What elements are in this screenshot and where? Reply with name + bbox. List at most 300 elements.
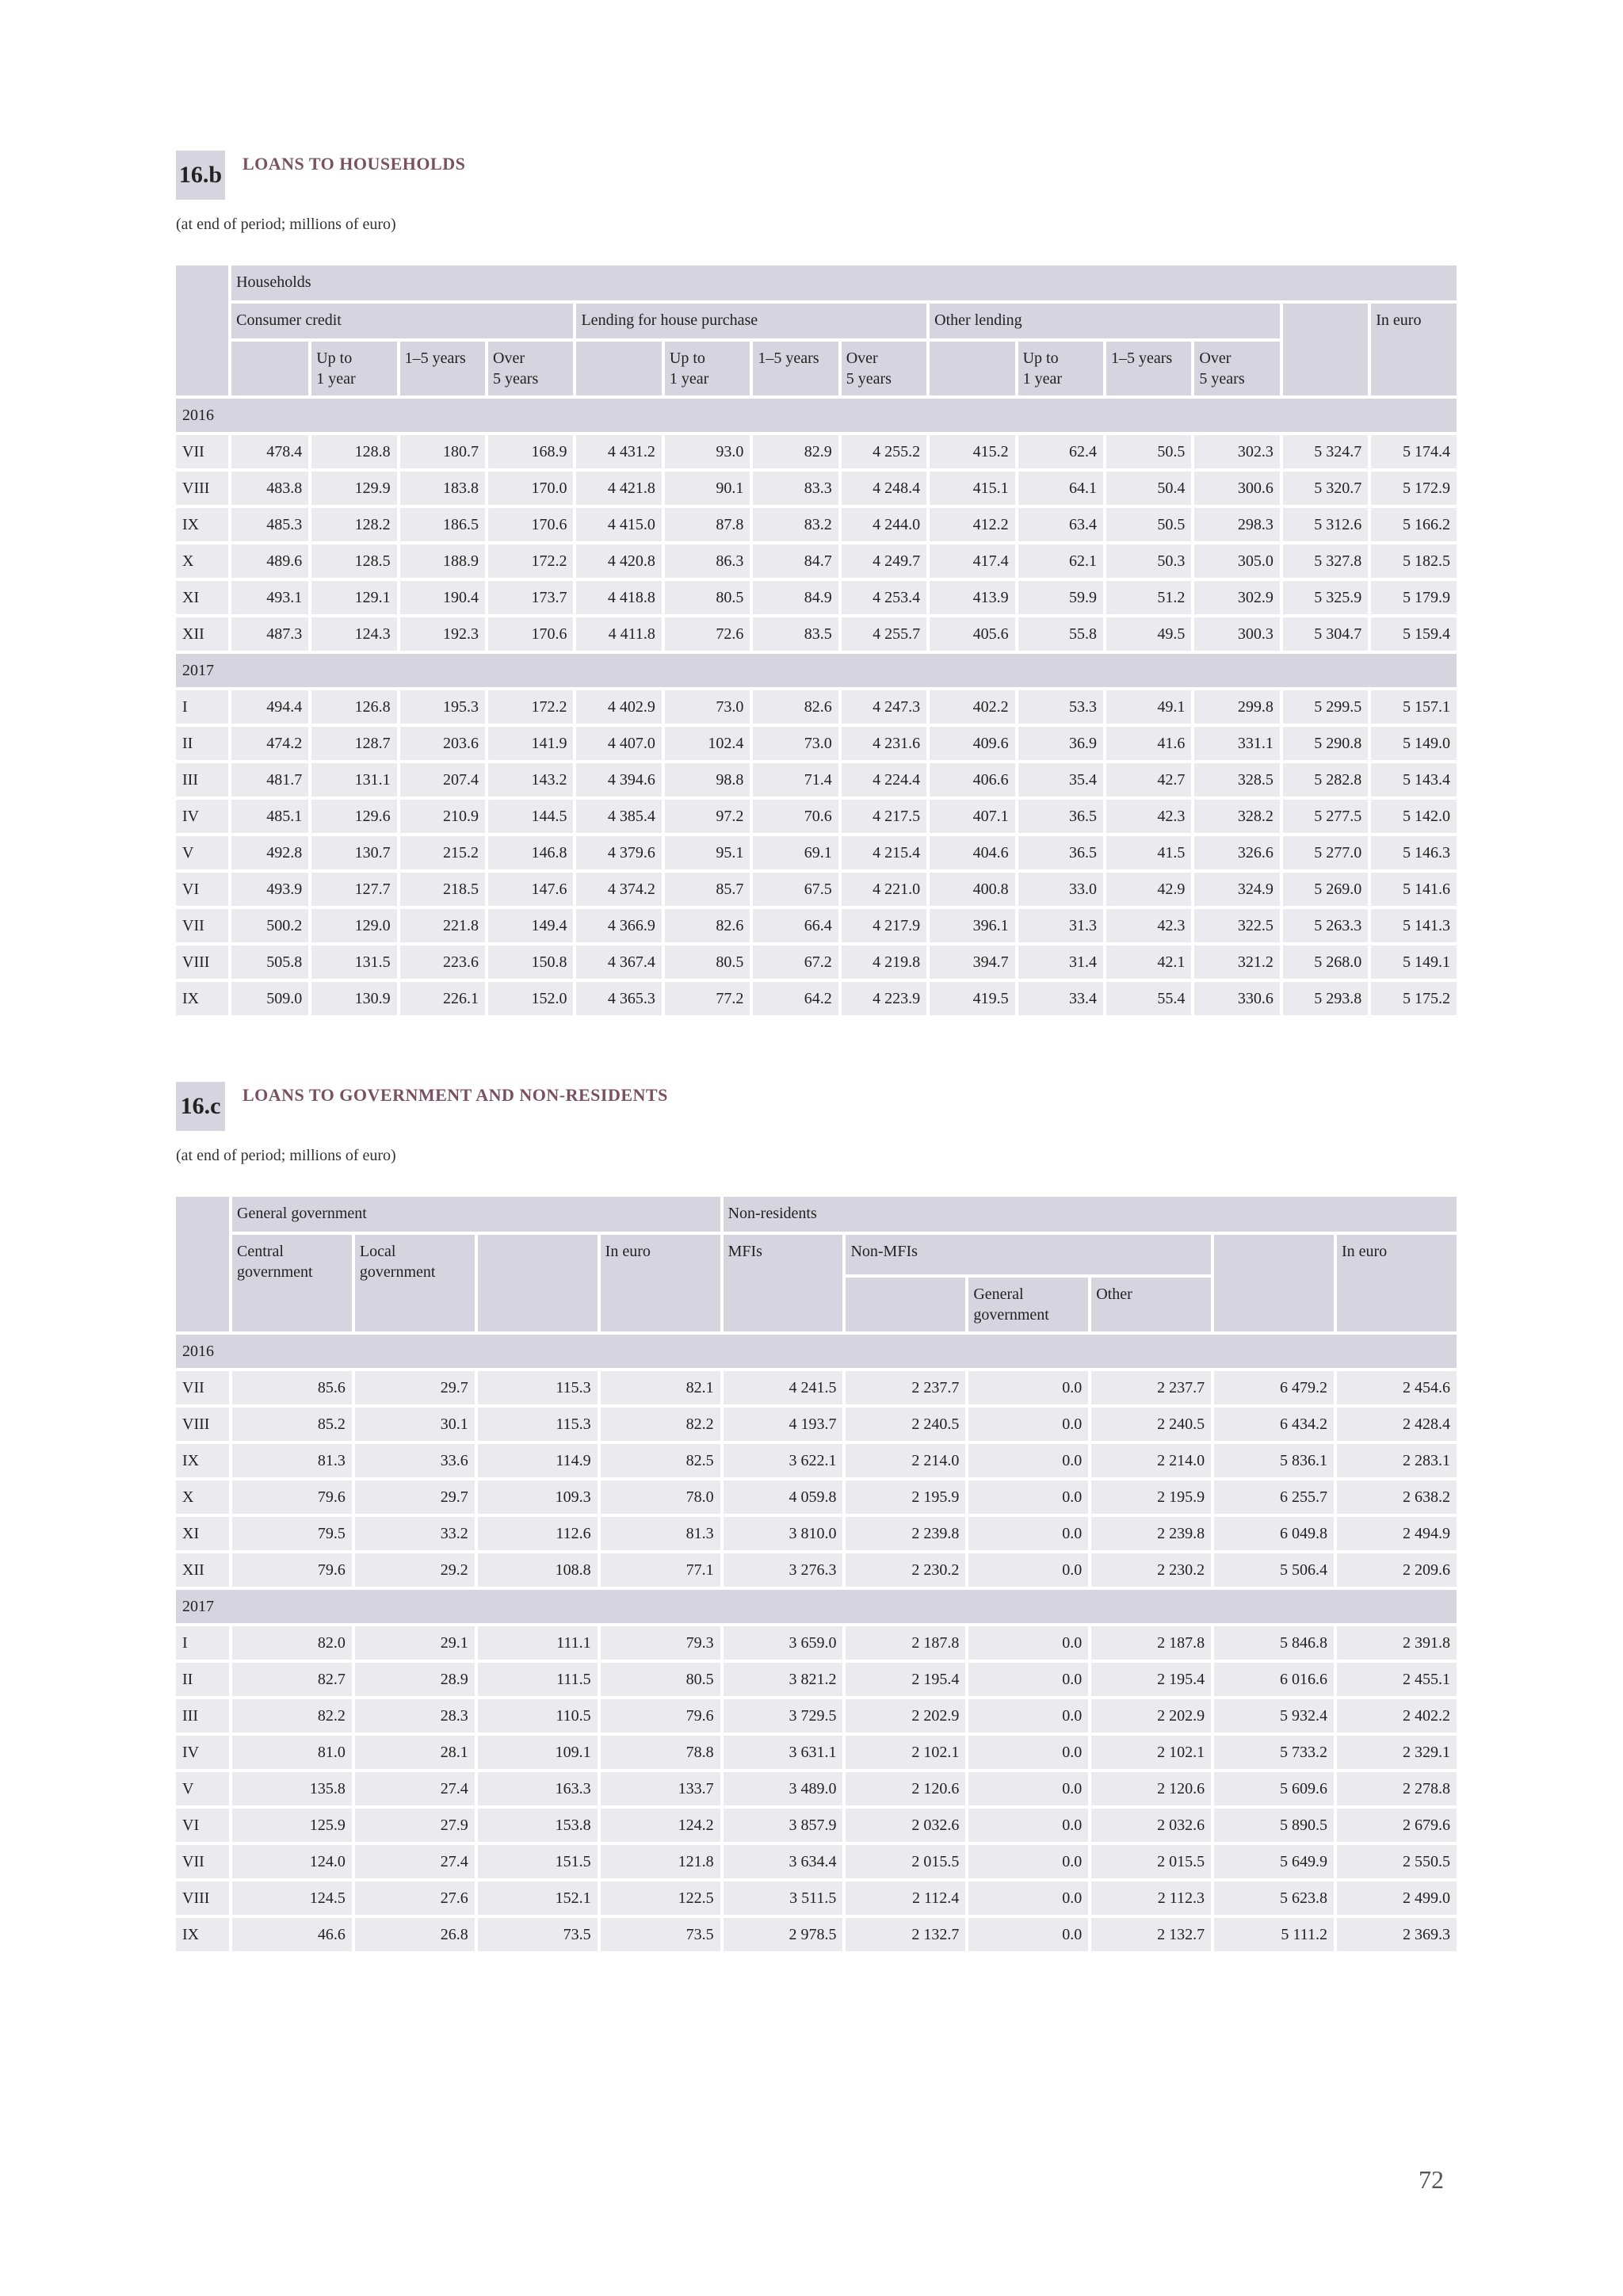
- table-cell: 80.5: [665, 946, 750, 979]
- table-cell: 5 324.7: [1283, 435, 1368, 468]
- table-cell: 49.5: [1106, 617, 1191, 651]
- table-cell: 84.7: [753, 544, 838, 578]
- month-label: IV: [176, 800, 228, 833]
- table-cell: 5 166.2: [1371, 508, 1457, 541]
- table-row: [176, 1553, 1457, 1587]
- table-cell: 80.5: [601, 1663, 720, 1696]
- table-cell: 4 249.7: [842, 544, 926, 578]
- table-cell: 36.5: [1018, 836, 1103, 869]
- table-cell: 0.0: [968, 1699, 1088, 1733]
- table-cell: 3 489.0: [724, 1772, 843, 1805]
- table-cell: 4 420.8: [576, 544, 661, 578]
- table-cell: 125.9: [232, 1809, 352, 1842]
- in-euro-header: In euro: [1371, 304, 1457, 395]
- table-cell: 31.4: [1018, 946, 1103, 979]
- table-cell: 6 255.7: [1214, 1480, 1334, 1514]
- table-cell: 5 327.8: [1283, 544, 1368, 578]
- table-cell: 146.8: [488, 836, 573, 869]
- table-cell: 5 609.6: [1214, 1772, 1334, 1805]
- month-label: VI: [176, 1809, 229, 1842]
- table-cell: 203.6: [400, 727, 485, 760]
- table-cell: 2 240.5: [1091, 1408, 1211, 1441]
- month-label: I: [176, 1626, 229, 1660]
- table-cell: 4 241.5: [724, 1371, 843, 1404]
- table-cell: 82.6: [753, 690, 838, 724]
- table-cell: 64.2: [753, 982, 838, 1015]
- table-cell: 2 428.4: [1337, 1408, 1457, 1441]
- table-cell: 5 142.0: [1371, 800, 1457, 833]
- other-upto-header: Up to 1 year: [1018, 342, 1103, 395]
- other-lending-header: Other lending: [930, 304, 1280, 338]
- section-header: [176, 1082, 1457, 1131]
- table-cell: 59.9: [1018, 581, 1103, 614]
- table-cell: 324.9: [1194, 873, 1279, 906]
- table-cell: 2 679.6: [1337, 1809, 1457, 1842]
- table-cell: 70.6: [753, 800, 838, 833]
- table-cell: 81.3: [601, 1517, 720, 1550]
- table-cell: 129.6: [311, 800, 396, 833]
- table-cell: 51.2: [1106, 581, 1191, 614]
- table-cell: 2 278.8: [1337, 1772, 1457, 1805]
- table-cell: 80.5: [665, 581, 750, 614]
- table-cell: 82.0: [232, 1626, 352, 1660]
- table-cell: 30.1: [355, 1408, 475, 1441]
- table-cell: 79.5: [232, 1517, 352, 1550]
- table-cell: 300.3: [1194, 617, 1279, 651]
- table-cell: 77.1: [601, 1553, 720, 1587]
- table-subtitle: (at end of period; millions of euro): [176, 216, 396, 233]
- table-cell: 5 733.2: [1214, 1736, 1334, 1769]
- table-cell: 4 248.4: [842, 472, 926, 505]
- table-cell: 50.5: [1106, 435, 1191, 468]
- table-row: [176, 982, 1457, 1015]
- table-cell: 108.8: [478, 1553, 598, 1587]
- table-cell: 485.3: [231, 508, 308, 541]
- table-cell: 28.9: [355, 1663, 475, 1696]
- table-cell: 42.9: [1106, 873, 1191, 906]
- table-cell: 168.9: [488, 435, 573, 468]
- month-label: V: [176, 1772, 229, 1805]
- table-cell: 29.1: [355, 1626, 475, 1660]
- table-cell: 3 511.5: [724, 1881, 843, 1915]
- table-cell: 5 277.0: [1283, 836, 1368, 869]
- table-cell: 2 978.5: [724, 1918, 843, 1951]
- month-label: IX: [176, 1444, 229, 1477]
- table-cell: 129.0: [311, 909, 396, 942]
- table-cell: 5 182.5: [1371, 544, 1457, 578]
- table-cell: 2 283.1: [1337, 1444, 1457, 1477]
- table-cell: 5 269.0: [1283, 873, 1368, 906]
- table-cell: 326.6: [1194, 836, 1279, 869]
- table-cell: 4 253.4: [842, 581, 926, 614]
- table-cell: 111.1: [478, 1626, 598, 1660]
- table-cell: 115.3: [478, 1371, 598, 1404]
- table-cell: 2 214.0: [846, 1444, 965, 1477]
- table-cell: 500.2: [231, 909, 308, 942]
- consumer-15-header: 1–5 years: [400, 342, 485, 395]
- month-label: VIII: [176, 1408, 229, 1441]
- table-cell: 84.9: [753, 581, 838, 614]
- table-cell: 83.2: [753, 508, 838, 541]
- table-cell: 489.6: [231, 544, 308, 578]
- table-cell: 5 312.6: [1283, 508, 1368, 541]
- table-cell: 90.1: [665, 472, 750, 505]
- table-row: [176, 909, 1457, 942]
- table-cell: 417.4: [930, 544, 1014, 578]
- table-cell: 0.0: [968, 1918, 1088, 1951]
- table-cell: 82.5: [601, 1444, 720, 1477]
- table-cell: 494.4: [231, 690, 308, 724]
- table-cell: 2 391.8: [1337, 1626, 1457, 1660]
- table-row: [176, 1809, 1457, 1842]
- table-cell: 79.6: [601, 1699, 720, 1733]
- table-cell: 487.3: [231, 617, 308, 651]
- table-cell: 0.0: [968, 1809, 1088, 1842]
- table-cell: 6 479.2: [1214, 1371, 1334, 1404]
- table-cell: 5 157.1: [1371, 690, 1457, 724]
- table-cell: 409.6: [930, 727, 1014, 760]
- table-cell: 5 172.9: [1371, 472, 1457, 505]
- table-row: [176, 1444, 1457, 1477]
- table-cell: 27.9: [355, 1809, 475, 1842]
- table-row: [176, 1881, 1457, 1915]
- table-cell: 5 149.1: [1371, 946, 1457, 979]
- table-cell: 124.0: [232, 1845, 352, 1878]
- table-cell: 2 032.6: [846, 1809, 965, 1842]
- table-cell: 3 634.4: [724, 1845, 843, 1878]
- table-subtitle: (at end of period; millions of euro): [176, 1147, 396, 1164]
- table-cell: 400.8: [930, 873, 1014, 906]
- table-row: [176, 435, 1457, 468]
- table-cell: 188.9: [400, 544, 485, 578]
- year-row: [176, 654, 1457, 687]
- table-cell: 0.0: [968, 1736, 1088, 1769]
- table-cell: 2 550.5: [1337, 1845, 1457, 1878]
- table-cell: 5 299.5: [1283, 690, 1368, 724]
- mfis-header: MFIs: [724, 1235, 843, 1331]
- table-cell: 5 159.4: [1371, 617, 1457, 651]
- table-cell: 67.5: [753, 873, 838, 906]
- table-row: [176, 1736, 1457, 1769]
- table-cell: 82.6: [665, 909, 750, 942]
- house-total-header: [576, 342, 661, 395]
- table-cell: 5 325.9: [1283, 581, 1368, 614]
- table-cell: 2 112.4: [846, 1881, 965, 1915]
- table-cell: 73.5: [478, 1918, 598, 1951]
- table-cell: 42.1: [1106, 946, 1191, 979]
- table-cell: 41.5: [1106, 836, 1191, 869]
- table-cell: 172.2: [488, 544, 573, 578]
- year-label: 2016: [176, 1335, 1457, 1368]
- table-cell: 46.6: [232, 1918, 352, 1951]
- table-cell: 82.2: [232, 1699, 352, 1733]
- table-cell: 2 102.1: [846, 1736, 965, 1769]
- table-cell: 5 846.8: [1214, 1626, 1334, 1660]
- non-mfis-gen-gov-header: General government: [968, 1278, 1088, 1331]
- table-cell: 82.9: [753, 435, 838, 468]
- table-cell: 72.6: [665, 617, 750, 651]
- table-cell: 170.6: [488, 508, 573, 541]
- table-cell: 78.8: [601, 1736, 720, 1769]
- table-cell: 5 506.4: [1214, 1553, 1334, 1587]
- table-cell: 109.3: [478, 1480, 598, 1514]
- month-label: IX: [176, 1918, 229, 1951]
- table-cell: 493.9: [231, 873, 308, 906]
- month-label: IV: [176, 1736, 229, 1769]
- table-cell: 300.6: [1194, 472, 1279, 505]
- table-cell: 27.4: [355, 1772, 475, 1805]
- table-cell: 63.4: [1018, 508, 1103, 541]
- table-cell: 4 407.0: [576, 727, 661, 760]
- table-cell: 111.5: [478, 1663, 598, 1696]
- table-row: [176, 1699, 1457, 1733]
- table-row: [176, 1626, 1457, 1660]
- month-label: VII: [176, 1845, 229, 1878]
- table-cell: 28.1: [355, 1736, 475, 1769]
- table-cell: 2 214.0: [1091, 1444, 1211, 1477]
- other-15-header: 1–5 years: [1106, 342, 1191, 395]
- table-cell: 29.7: [355, 1371, 475, 1404]
- table-cell: 112.6: [478, 1517, 598, 1550]
- table-cell: 4 231.6: [842, 727, 926, 760]
- table-cell: 2 032.6: [1091, 1809, 1211, 1842]
- table-cell: 131.5: [311, 946, 396, 979]
- table-cell: 126.8: [311, 690, 396, 724]
- month-label: II: [176, 1663, 229, 1696]
- table-cell: 4 219.8: [842, 946, 926, 979]
- table-cell: 110.5: [478, 1699, 598, 1733]
- table-cell: 492.8: [231, 836, 308, 869]
- table-cell: 509.0: [231, 982, 308, 1015]
- table-cell: 3 857.9: [724, 1809, 843, 1842]
- table-cell: 6 049.8: [1214, 1517, 1334, 1550]
- table-cell: 121.8: [601, 1845, 720, 1878]
- table-cell: 170.0: [488, 472, 573, 505]
- table-cell: 2 132.7: [846, 1918, 965, 1951]
- section-header: [176, 151, 1457, 200]
- table-cell: 4 244.0: [842, 508, 926, 541]
- month-label: XII: [176, 617, 228, 651]
- table-cell: 71.4: [753, 763, 838, 797]
- table-cell: 0.0: [968, 1663, 1088, 1696]
- blank-header-cell: [176, 1197, 229, 1331]
- table-cell: 128.7: [311, 727, 396, 760]
- month-label: VI: [176, 873, 228, 906]
- table-cell: 2 494.9: [1337, 1517, 1457, 1550]
- table-cell: 407.1: [930, 800, 1014, 833]
- table-cell: 2 230.2: [1091, 1553, 1211, 1587]
- consumer-total-header: [231, 342, 308, 395]
- general-government-header: General government: [232, 1197, 720, 1232]
- table-cell: 5 141.3: [1371, 909, 1457, 942]
- table-cell: 406.6: [930, 763, 1014, 797]
- table-cell: 131.1: [311, 763, 396, 797]
- table-cell: 218.5: [400, 873, 485, 906]
- table-cell: 298.3: [1194, 508, 1279, 541]
- non-mfis-header: Non-MFIs: [846, 1235, 1211, 1274]
- table-cell: 415.1: [930, 472, 1014, 505]
- month-label: X: [176, 1480, 229, 1514]
- table-row: [176, 1517, 1457, 1550]
- table-cell: 0.0: [968, 1772, 1088, 1805]
- table-cell: 186.5: [400, 508, 485, 541]
- table-cell: 29.7: [355, 1480, 475, 1514]
- table-cell: 130.9: [311, 982, 396, 1015]
- table-row: [176, 617, 1457, 651]
- table-cell: 2 454.6: [1337, 1371, 1457, 1404]
- table-cell: 78.0: [601, 1480, 720, 1514]
- table-cell: 4 255.7: [842, 617, 926, 651]
- table-row: [176, 1918, 1457, 1951]
- table-cell: 5 836.1: [1214, 1444, 1334, 1477]
- non-mfis-total-header: [846, 1278, 965, 1331]
- table-title: LOANS TO HOUSEHOLDS: [242, 154, 466, 174]
- table-cell: 5 623.8: [1214, 1881, 1334, 1915]
- table-cell: 163.3: [478, 1772, 598, 1805]
- table-cell: 192.3: [400, 617, 485, 651]
- table-cell: 114.9: [478, 1444, 598, 1477]
- table-cell: 133.7: [601, 1772, 720, 1805]
- table-cell: 2 202.9: [1091, 1699, 1211, 1733]
- table-cell: 2 209.6: [1337, 1553, 1457, 1587]
- table-cell: 2 195.9: [846, 1480, 965, 1514]
- table-cell: 2 499.0: [1337, 1881, 1457, 1915]
- table-cell: 128.2: [311, 508, 396, 541]
- table-cell: 55.4: [1106, 982, 1191, 1015]
- table-cell: 36.9: [1018, 727, 1103, 760]
- table-row: [176, 763, 1457, 797]
- table-cell: 5 175.2: [1371, 982, 1457, 1015]
- house-upto-header: Up to 1 year: [665, 342, 750, 395]
- table-cell: 6 016.6: [1214, 1663, 1334, 1696]
- table-cell: 6 434.2: [1214, 1408, 1334, 1441]
- table-cell: 2 230.2: [846, 1553, 965, 1587]
- table-cell: 0.0: [968, 1408, 1088, 1441]
- gov-in-euro-header: In euro: [601, 1235, 720, 1331]
- table-cell: 4 366.9: [576, 909, 661, 942]
- table-cell: 226.1: [400, 982, 485, 1015]
- table-badge: 16.c: [176, 1082, 225, 1131]
- table-cell: 33.4: [1018, 982, 1103, 1015]
- table-cell: 129.1: [311, 581, 396, 614]
- table-row: [176, 946, 1457, 979]
- table-cell: 2 240.5: [846, 1408, 965, 1441]
- table-cell: 86.3: [665, 544, 750, 578]
- government-nonresidents-table: [173, 1194, 1460, 1954]
- table-cell: 153.8: [478, 1809, 598, 1842]
- table-cell: 97.2: [665, 800, 750, 833]
- table-cell: 151.5: [478, 1845, 598, 1878]
- table-cell: 2 187.8: [846, 1626, 965, 1660]
- table-cell: 221.8: [400, 909, 485, 942]
- month-label: VII: [176, 1371, 229, 1404]
- month-label: III: [176, 763, 228, 797]
- table-cell: 79.6: [232, 1553, 352, 1587]
- month-label: VIII: [176, 472, 228, 505]
- table-cell: 474.2: [231, 727, 308, 760]
- table-cell: 102.4: [665, 727, 750, 760]
- month-label: XII: [176, 1553, 229, 1587]
- table-cell: 483.8: [231, 472, 308, 505]
- table-cell: 3 622.1: [724, 1444, 843, 1477]
- table-cell: 322.5: [1194, 909, 1279, 942]
- table-cell: 5 320.7: [1283, 472, 1368, 505]
- households-loans-table: [173, 262, 1460, 1018]
- table-cell: 82.1: [601, 1371, 720, 1404]
- table-cell: 4 217.5: [842, 800, 926, 833]
- table-cell: 2 239.8: [1091, 1517, 1211, 1550]
- table-badge: 16.b: [176, 151, 225, 200]
- nonres-in-euro-header: In euro: [1337, 1235, 1457, 1331]
- month-label: IX: [176, 508, 228, 541]
- table-cell: 152.1: [478, 1881, 598, 1915]
- table-cell: 62.1: [1018, 544, 1103, 578]
- table-cell: 2 402.2: [1337, 1699, 1457, 1733]
- table-cell: 5 263.3: [1283, 909, 1368, 942]
- table-cell: 223.6: [400, 946, 485, 979]
- table-cell: 328.5: [1194, 763, 1279, 797]
- table-cell: 5 174.4: [1371, 435, 1457, 468]
- non-residents-header: Non-residents: [724, 1197, 1457, 1232]
- table-cell: 82.7: [232, 1663, 352, 1696]
- table-cell: 129.9: [311, 472, 396, 505]
- table-cell: 4 247.3: [842, 690, 926, 724]
- month-label: VII: [176, 435, 228, 468]
- table-cell: 2 329.1: [1337, 1736, 1457, 1769]
- table-cell: 190.4: [400, 581, 485, 614]
- table-cell: 83.3: [753, 472, 838, 505]
- table-cell: 4 221.0: [842, 873, 926, 906]
- table-body: [176, 1335, 1457, 1951]
- table-cell: 4 418.8: [576, 581, 661, 614]
- total-header: [1283, 304, 1368, 395]
- local-government-header: Local government: [355, 1235, 475, 1331]
- table-cell: 5 179.9: [1371, 581, 1457, 614]
- table-cell: 67.2: [753, 946, 838, 979]
- table-cell: 2 455.1: [1337, 1663, 1457, 1696]
- table-cell: 4 415.0: [576, 508, 661, 541]
- table-cell: 415.2: [930, 435, 1014, 468]
- table-cell: 485.1: [231, 800, 308, 833]
- table-cell: 331.1: [1194, 727, 1279, 760]
- table-cell: 4 255.2: [842, 435, 926, 468]
- table-cell: 64.1: [1018, 472, 1103, 505]
- table-cell: 77.2: [665, 982, 750, 1015]
- table-cell: 122.5: [601, 1881, 720, 1915]
- table-cell: 394.7: [930, 946, 1014, 979]
- table-cell: 41.6: [1106, 727, 1191, 760]
- page-number: 72: [1419, 2165, 1444, 2194]
- table-cell: 404.6: [930, 836, 1014, 869]
- table-cell: 505.8: [231, 946, 308, 979]
- table-row: [176, 800, 1457, 833]
- table-row: [176, 873, 1457, 906]
- year-row: [176, 1335, 1457, 1368]
- gov-total-header: [478, 1235, 598, 1331]
- table-cell: 413.9: [930, 581, 1014, 614]
- table-cell: 5 111.2: [1214, 1918, 1334, 1951]
- table-cell: 135.8: [232, 1772, 352, 1805]
- central-government-header: Central government: [232, 1235, 352, 1331]
- table-cell: 4 431.2: [576, 435, 661, 468]
- table-title: LOANS TO GOVERNMENT AND NON-RESIDENTS: [242, 1085, 668, 1105]
- table-cell: 330.6: [1194, 982, 1279, 1015]
- table-cell: 50.4: [1106, 472, 1191, 505]
- table-cell: 2 202.9: [846, 1699, 965, 1733]
- table-cell: 0.0: [968, 1371, 1088, 1404]
- table-row: [176, 1408, 1457, 1441]
- table-cell: 321.2: [1194, 946, 1279, 979]
